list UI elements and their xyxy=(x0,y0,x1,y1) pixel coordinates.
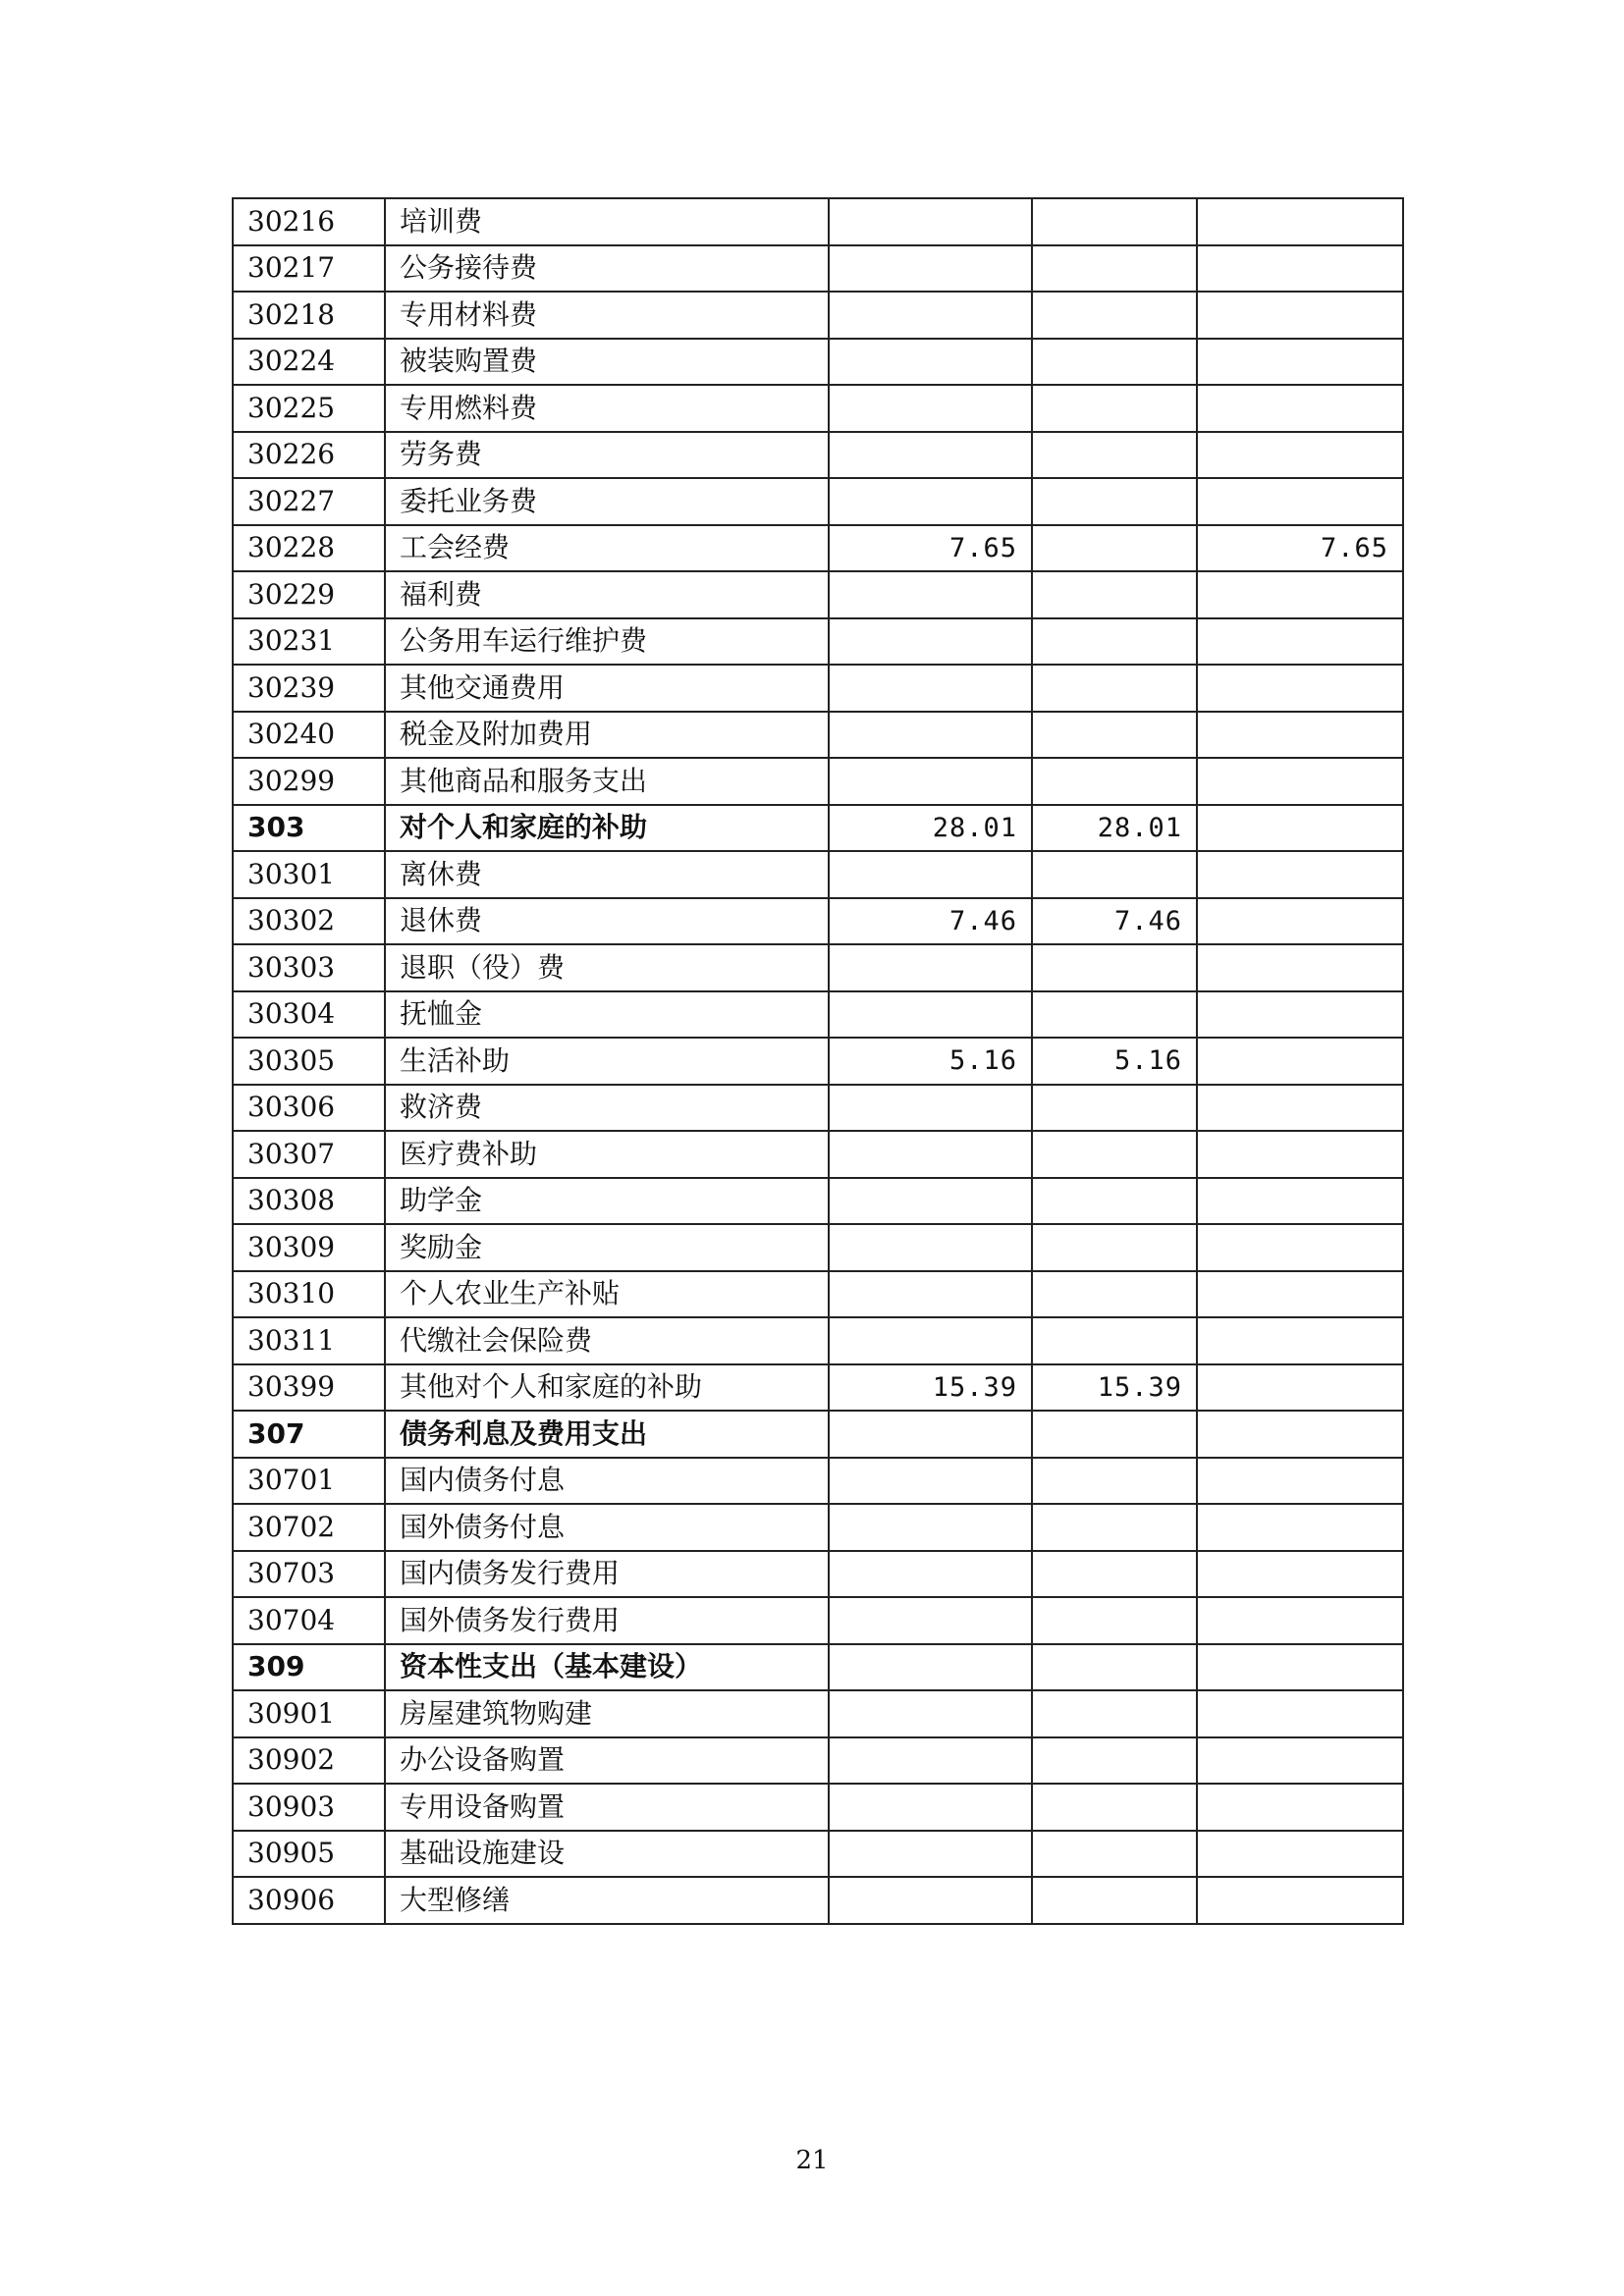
total-amount-cell xyxy=(829,385,1032,432)
project-expenditure-cell xyxy=(1197,944,1403,991)
basic-expenditure-cell xyxy=(1032,1271,1197,1318)
project-expenditure-cell xyxy=(1197,1131,1403,1178)
total-amount-cell xyxy=(829,1737,1032,1785)
total-amount-cell xyxy=(829,432,1032,479)
basic-expenditure-cell xyxy=(1032,525,1197,572)
table-row xyxy=(233,1131,1403,1178)
account-name-cell: 福利费 xyxy=(385,571,829,618)
account-code-cell: 30225 xyxy=(233,385,385,432)
table-row xyxy=(233,245,1403,293)
total-amount-cell xyxy=(829,712,1032,759)
basic-expenditure-cell xyxy=(1032,1317,1197,1364)
project-expenditure-cell xyxy=(1197,712,1403,759)
account-name-cell: 国内债务付息 xyxy=(385,1458,829,1505)
basic-expenditure-cell xyxy=(1032,292,1197,339)
account-name-cell: 生活补助 xyxy=(385,1038,829,1085)
total-amount-cell: 7.65 xyxy=(829,525,1032,572)
table-row xyxy=(233,198,1403,245)
account-name-cell: 代缴社会保险费 xyxy=(385,1317,829,1364)
account-code-cell: 30307 xyxy=(233,1131,385,1178)
table-row xyxy=(233,1690,1403,1737)
project-expenditure-cell xyxy=(1197,898,1403,945)
account-code-cell: 30703 xyxy=(233,1551,385,1598)
account-name-cell: 资本性支出（基本建设） xyxy=(385,1644,829,1691)
account-name-cell: 税金及附加费用 xyxy=(385,712,829,759)
table-row xyxy=(233,1271,1403,1318)
table-category-row xyxy=(233,1411,1403,1458)
account-code-cell: 30309 xyxy=(233,1224,385,1271)
account-name-cell: 离休费 xyxy=(385,851,829,898)
total-amount-cell xyxy=(829,1831,1032,1878)
project-expenditure-cell xyxy=(1197,339,1403,386)
table-row xyxy=(233,1597,1403,1644)
basic-expenditure-cell xyxy=(1032,1085,1197,1132)
total-amount-cell xyxy=(829,1644,1032,1691)
basic-expenditure-cell xyxy=(1032,712,1197,759)
total-amount-cell xyxy=(829,991,1032,1039)
basic-expenditure-cell xyxy=(1032,1644,1197,1691)
project-expenditure-cell xyxy=(1197,1411,1403,1458)
account-code-cell: 30902 xyxy=(233,1737,385,1785)
total-amount-cell xyxy=(829,478,1032,525)
project-expenditure-cell xyxy=(1197,1644,1403,1691)
account-code-cell: 30304 xyxy=(233,991,385,1039)
account-name-cell: 公务接待费 xyxy=(385,245,829,293)
basic-expenditure-cell xyxy=(1032,665,1197,712)
table-row xyxy=(233,1364,1403,1412)
account-name-cell: 培训费 xyxy=(385,198,829,245)
project-expenditure-cell xyxy=(1197,1784,1403,1831)
account-name-cell: 房屋建筑物购建 xyxy=(385,1690,829,1737)
total-amount-cell: 5.16 xyxy=(829,1038,1032,1085)
account-code-cell: 30217 xyxy=(233,245,385,293)
table-row xyxy=(233,758,1403,805)
basic-expenditure-cell xyxy=(1032,1131,1197,1178)
basic-expenditure-cell xyxy=(1032,1690,1197,1737)
project-expenditure-cell xyxy=(1197,1271,1403,1318)
account-name-cell: 专用设备购置 xyxy=(385,1784,829,1831)
basic-expenditure-cell xyxy=(1032,944,1197,991)
total-amount-cell xyxy=(829,1597,1032,1644)
account-name-cell: 医疗费补助 xyxy=(385,1131,829,1178)
project-expenditure-cell xyxy=(1197,1831,1403,1878)
project-expenditure-cell xyxy=(1197,1224,1403,1271)
account-code-cell: 30240 xyxy=(233,712,385,759)
account-name-cell: 基础设施建设 xyxy=(385,1831,829,1878)
total-amount-cell xyxy=(829,1085,1032,1132)
account-name-cell: 其他交通费用 xyxy=(385,665,829,712)
table-row xyxy=(233,1831,1403,1878)
total-amount-cell xyxy=(829,1504,1032,1551)
total-amount-cell xyxy=(829,1317,1032,1364)
account-code-cell: 30903 xyxy=(233,1784,385,1831)
budget-table xyxy=(232,197,1404,1925)
account-name-cell: 公务用车运行维护费 xyxy=(385,618,829,666)
basic-expenditure-cell: 7.46 xyxy=(1032,898,1197,945)
account-name-cell: 退职（役）费 xyxy=(385,944,829,991)
account-code-cell: 307 xyxy=(233,1411,385,1458)
account-name-cell: 其他商品和服务支出 xyxy=(385,758,829,805)
account-name-cell: 劳务费 xyxy=(385,432,829,479)
basic-expenditure-cell xyxy=(1032,1504,1197,1551)
basic-expenditure-cell xyxy=(1032,198,1197,245)
account-code-cell: 30704 xyxy=(233,1597,385,1644)
basic-expenditure-cell xyxy=(1032,1178,1197,1225)
account-code-cell: 30229 xyxy=(233,571,385,618)
table-row xyxy=(233,432,1403,479)
project-expenditure-cell xyxy=(1197,1364,1403,1412)
account-code-cell: 30305 xyxy=(233,1038,385,1085)
basic-expenditure-cell xyxy=(1032,1784,1197,1831)
project-expenditure-cell xyxy=(1197,665,1403,712)
account-code-cell: 30299 xyxy=(233,758,385,805)
total-amount-cell xyxy=(829,245,1032,293)
account-name-cell: 大型修缮 xyxy=(385,1877,829,1924)
account-name-cell: 办公设备购置 xyxy=(385,1737,829,1785)
table-row xyxy=(233,1458,1403,1505)
total-amount-cell xyxy=(829,292,1032,339)
table-row xyxy=(233,1737,1403,1785)
table-row xyxy=(233,1038,1403,1085)
table-row xyxy=(233,712,1403,759)
table-body xyxy=(233,198,1403,1924)
total-amount-cell xyxy=(829,1178,1032,1225)
basic-expenditure-cell xyxy=(1032,1411,1197,1458)
account-code-cell: 30308 xyxy=(233,1178,385,1225)
project-expenditure-cell xyxy=(1197,1038,1403,1085)
account-code-cell: 30218 xyxy=(233,292,385,339)
account-name-cell: 奖励金 xyxy=(385,1224,829,1271)
table-row xyxy=(233,1877,1403,1924)
account-name-cell: 个人农业生产补贴 xyxy=(385,1271,829,1318)
account-code-cell: 30302 xyxy=(233,898,385,945)
project-expenditure-cell xyxy=(1197,292,1403,339)
account-name-cell: 对个人和家庭的补助 xyxy=(385,805,829,852)
table-row xyxy=(233,385,1403,432)
total-amount-cell: 28.01 xyxy=(829,805,1032,852)
account-code-cell: 30228 xyxy=(233,525,385,572)
basic-expenditure-cell xyxy=(1032,1597,1197,1644)
account-name-cell: 被装购置费 xyxy=(385,339,829,386)
account-code-cell: 30906 xyxy=(233,1877,385,1924)
account-code-cell: 30226 xyxy=(233,432,385,479)
table-row xyxy=(233,991,1403,1039)
table-row xyxy=(233,944,1403,991)
total-amount-cell xyxy=(829,1131,1032,1178)
basic-expenditure-cell xyxy=(1032,991,1197,1039)
account-name-cell: 助学金 xyxy=(385,1178,829,1225)
account-code-cell: 30306 xyxy=(233,1085,385,1132)
project-expenditure-cell xyxy=(1197,1690,1403,1737)
table-category-row xyxy=(233,805,1403,852)
account-name-cell: 抚恤金 xyxy=(385,991,829,1039)
project-expenditure-cell xyxy=(1197,1085,1403,1132)
project-expenditure-cell xyxy=(1197,478,1403,525)
project-expenditure-cell xyxy=(1197,1597,1403,1644)
account-code-cell: 30901 xyxy=(233,1690,385,1737)
account-code-cell: 303 xyxy=(233,805,385,852)
project-expenditure-cell xyxy=(1197,1877,1403,1924)
project-expenditure-cell xyxy=(1197,805,1403,852)
basic-expenditure-cell xyxy=(1032,571,1197,618)
table-row xyxy=(233,1317,1403,1364)
project-expenditure-cell xyxy=(1197,198,1403,245)
table-category-row xyxy=(233,1644,1403,1691)
table-row xyxy=(233,1178,1403,1225)
project-expenditure-cell xyxy=(1197,1178,1403,1225)
table-row xyxy=(233,571,1403,618)
total-amount-cell xyxy=(829,1271,1032,1318)
project-expenditure-cell xyxy=(1197,1504,1403,1551)
account-name-cell: 委托业务费 xyxy=(385,478,829,525)
basic-expenditure-cell xyxy=(1032,1458,1197,1505)
account-name-cell: 退休费 xyxy=(385,898,829,945)
basic-expenditure-cell xyxy=(1032,1831,1197,1878)
project-expenditure-cell xyxy=(1197,1551,1403,1598)
table-row xyxy=(233,478,1403,525)
table-row xyxy=(233,618,1403,666)
project-expenditure-cell xyxy=(1197,851,1403,898)
project-expenditure-cell xyxy=(1197,1317,1403,1364)
total-amount-cell xyxy=(829,665,1032,712)
project-expenditure-cell xyxy=(1197,1737,1403,1785)
table-row xyxy=(233,665,1403,712)
basic-expenditure-cell xyxy=(1032,1224,1197,1271)
total-amount-cell xyxy=(829,1224,1032,1271)
account-name-cell: 救济费 xyxy=(385,1085,829,1132)
account-code-cell: 30702 xyxy=(233,1504,385,1551)
table-row xyxy=(233,525,1403,572)
total-amount-cell xyxy=(829,198,1032,245)
project-expenditure-cell xyxy=(1197,1458,1403,1505)
account-name-cell: 债务利息及费用支出 xyxy=(385,1411,829,1458)
basic-expenditure-cell xyxy=(1032,851,1197,898)
account-name-cell: 工会经费 xyxy=(385,525,829,572)
total-amount-cell: 7.46 xyxy=(829,898,1032,945)
account-code-cell: 30227 xyxy=(233,478,385,525)
account-code-cell: 30239 xyxy=(233,665,385,712)
project-expenditure-cell xyxy=(1197,618,1403,666)
basic-expenditure-cell xyxy=(1032,618,1197,666)
project-expenditure-cell xyxy=(1197,385,1403,432)
project-expenditure-cell: 7.65 xyxy=(1197,525,1403,572)
project-expenditure-cell xyxy=(1197,991,1403,1039)
total-amount-cell xyxy=(829,1877,1032,1924)
basic-expenditure-cell: 15.39 xyxy=(1032,1364,1197,1412)
total-amount-cell xyxy=(829,944,1032,991)
account-code-cell: 30303 xyxy=(233,944,385,991)
total-amount-cell xyxy=(829,618,1032,666)
account-name-cell: 国内债务发行费用 xyxy=(385,1551,829,1598)
account-code-cell: 30905 xyxy=(233,1831,385,1878)
basic-expenditure-cell xyxy=(1032,1737,1197,1785)
total-amount-cell xyxy=(829,571,1032,618)
account-name-cell: 国外债务发行费用 xyxy=(385,1597,829,1644)
total-amount-cell xyxy=(829,1458,1032,1505)
basic-expenditure-cell xyxy=(1032,385,1197,432)
project-expenditure-cell xyxy=(1197,571,1403,618)
table-row xyxy=(233,898,1403,945)
account-name-cell: 国外债务付息 xyxy=(385,1504,829,1551)
basic-expenditure-cell xyxy=(1032,1551,1197,1598)
account-code-cell: 30224 xyxy=(233,339,385,386)
basic-expenditure-cell xyxy=(1032,339,1197,386)
account-name-cell: 专用材料费 xyxy=(385,292,829,339)
project-expenditure-cell xyxy=(1197,432,1403,479)
table-row xyxy=(233,339,1403,386)
account-code-cell: 30399 xyxy=(233,1364,385,1412)
total-amount-cell xyxy=(829,851,1032,898)
table-row xyxy=(233,292,1403,339)
project-expenditure-cell xyxy=(1197,245,1403,293)
total-amount-cell xyxy=(829,1411,1032,1458)
total-amount-cell xyxy=(829,1551,1032,1598)
account-code-cell: 309 xyxy=(233,1644,385,1691)
basic-expenditure-cell: 5.16 xyxy=(1032,1038,1197,1085)
account-name-cell: 专用燃料费 xyxy=(385,385,829,432)
basic-expenditure-cell xyxy=(1032,478,1197,525)
table-row xyxy=(233,1224,1403,1271)
total-amount-cell xyxy=(829,758,1032,805)
table-row xyxy=(233,1085,1403,1132)
account-code-cell: 30310 xyxy=(233,1271,385,1318)
account-code-cell: 30231 xyxy=(233,618,385,666)
total-amount-cell xyxy=(829,1784,1032,1831)
table-row xyxy=(233,1784,1403,1831)
basic-expenditure-cell xyxy=(1032,1877,1197,1924)
basic-expenditure-cell xyxy=(1032,758,1197,805)
table-row xyxy=(233,851,1403,898)
basic-expenditure-cell: 28.01 xyxy=(1032,805,1197,852)
account-code-cell: 30301 xyxy=(233,851,385,898)
table-row xyxy=(233,1551,1403,1598)
account-code-cell: 30216 xyxy=(233,198,385,245)
project-expenditure-cell xyxy=(1197,758,1403,805)
basic-expenditure-cell xyxy=(1032,245,1197,293)
account-code-cell: 30701 xyxy=(233,1458,385,1505)
total-amount-cell xyxy=(829,1690,1032,1737)
total-amount-cell: 15.39 xyxy=(829,1364,1032,1412)
table-row xyxy=(233,1504,1403,1551)
account-code-cell: 30311 xyxy=(233,1317,385,1364)
account-name-cell: 其他对个人和家庭的补助 xyxy=(385,1364,829,1412)
total-amount-cell xyxy=(829,339,1032,386)
page-number: 21 xyxy=(795,2146,829,2175)
basic-expenditure-cell xyxy=(1032,432,1197,479)
